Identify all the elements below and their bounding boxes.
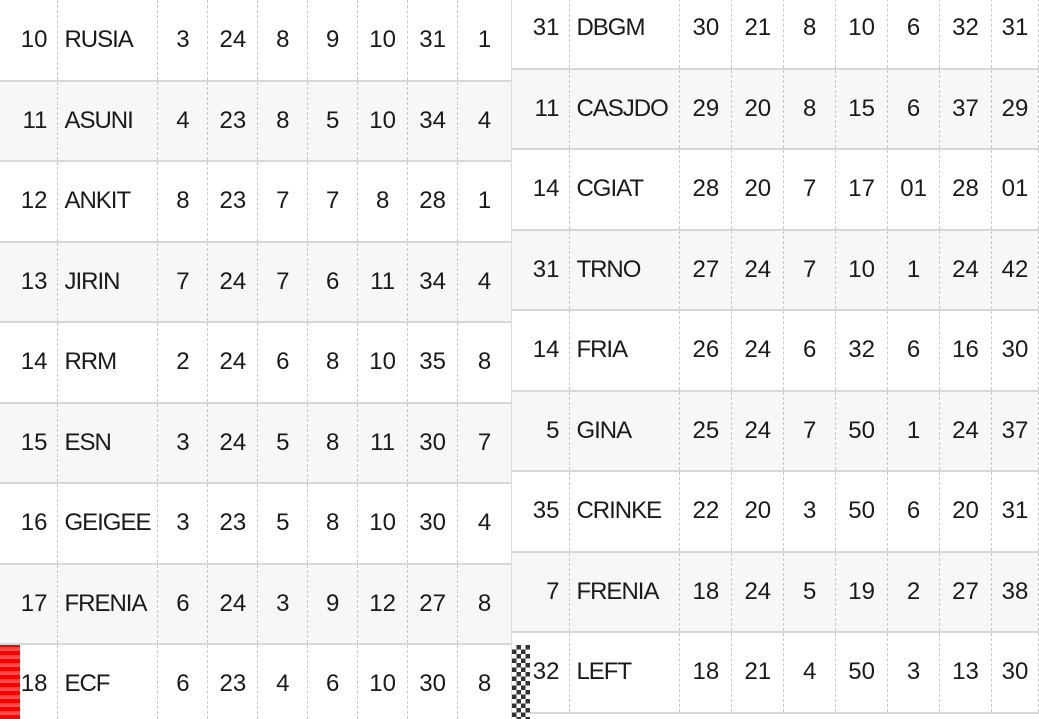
stat-cell: 38 — [992, 552, 1039, 633]
stat-cell: 6 — [888, 69, 940, 150]
stat-cell: 6 — [888, 0, 940, 69]
stat-cell: 1 — [888, 230, 940, 311]
rank-cell: 16 — [0, 483, 58, 564]
stat-cell: 10 — [836, 0, 888, 69]
stat-cell: 6 — [158, 644, 208, 719]
stat-cell: 27 — [680, 230, 732, 311]
rank-cell: 14 — [0, 322, 58, 403]
stat-cell: 20 — [940, 471, 992, 552]
stat-cell: 2 — [158, 322, 208, 403]
stat-cell: 28 — [408, 161, 458, 242]
rank-cell: 32 — [512, 632, 570, 713]
stat-cell: 20 — [732, 471, 784, 552]
rank-cell: 12 — [0, 161, 58, 242]
stat-cell: 8 — [158, 161, 208, 242]
stat-cell: 20 — [732, 149, 784, 230]
rank-cell: 7 — [512, 552, 570, 633]
stat-cell: 35 — [408, 322, 458, 403]
stat-cell: 10 — [358, 644, 408, 719]
stat-cell: 6 — [784, 310, 836, 391]
stat-cell: 9 — [308, 0, 358, 81]
stat-cell: 30 — [680, 0, 732, 69]
stat-cell: 1 — [458, 0, 512, 81]
stat-cell: 27 — [408, 564, 458, 645]
stat-cell: 6 — [888, 471, 940, 552]
stat-cell: 8 — [308, 403, 358, 484]
stat-cell: 30 — [408, 403, 458, 484]
stat-cell: 29 — [992, 69, 1039, 150]
stat-cell: 24 — [208, 0, 258, 81]
stat-cell: 11 — [358, 403, 408, 484]
team-name-cell: ANKIT — [58, 161, 158, 242]
stat-cell: 24 — [208, 242, 258, 323]
stat-cell: 8 — [458, 322, 512, 403]
stat-cell: 32 — [836, 310, 888, 391]
table-row — [512, 310, 1039, 391]
rank-cell: 31 — [512, 0, 570, 69]
red-striped-marker — [0, 645, 20, 719]
stat-cell: 13 — [940, 632, 992, 713]
team-name-cell: CASJDO — [570, 69, 680, 150]
stat-cell: 29 — [680, 69, 732, 150]
table-row — [0, 242, 512, 323]
rank-cell: 11 — [512, 69, 570, 150]
team-name-cell: DBGM — [570, 0, 680, 69]
rank-cell: 31 — [512, 230, 570, 311]
stat-cell: 23 — [208, 161, 258, 242]
stat-cell: 10 — [358, 81, 408, 162]
stat-cell: 7 — [158, 242, 208, 323]
stat-cell: 30 — [992, 310, 1039, 391]
right-standings-panel — [512, 0, 1039, 719]
stat-cell: 42 — [992, 230, 1039, 311]
stat-cell: 24 — [732, 310, 784, 391]
stat-cell: 34 — [408, 242, 458, 323]
stat-cell: 10 — [836, 230, 888, 311]
stat-cell: 22 — [680, 471, 732, 552]
table-row — [512, 391, 1039, 472]
stat-cell: 3 — [258, 564, 308, 645]
table-row — [512, 149, 1039, 230]
stat-cell: 8 — [258, 81, 308, 162]
stat-cell: 50 — [836, 632, 888, 713]
table-row — [512, 632, 1039, 713]
stat-cell: 4 — [458, 242, 512, 323]
stat-cell: 21 — [732, 632, 784, 713]
table-row — [512, 0, 1039, 69]
stat-cell: 28 — [940, 149, 992, 230]
stat-cell: 3 — [888, 632, 940, 713]
stat-cell: 8 — [258, 0, 308, 81]
team-name-cell: LEFT — [570, 632, 680, 713]
stat-cell: 7 — [308, 161, 358, 242]
rank-cell: 13 — [0, 242, 58, 323]
team-name-cell: RUSIA — [58, 0, 158, 81]
stat-cell: 28 — [680, 149, 732, 230]
stat-cell: 31 — [992, 0, 1039, 69]
stat-cell: 5 — [258, 403, 308, 484]
table-row — [512, 552, 1039, 633]
stat-cell: 7 — [458, 403, 512, 484]
stat-cell: 20 — [732, 69, 784, 150]
stat-cell: 3 — [158, 403, 208, 484]
stat-cell: 5 — [784, 552, 836, 633]
stat-cell: 7 — [784, 391, 836, 472]
stat-cell: 8 — [784, 0, 836, 69]
table-row — [0, 81, 512, 162]
stat-cell: 26 — [680, 310, 732, 391]
rank-cell: 17 — [0, 564, 58, 645]
stat-cell: 4 — [258, 644, 308, 719]
stat-cell: 18 — [680, 632, 732, 713]
team-name-cell: CGIAT — [570, 149, 680, 230]
stat-cell: 23 — [208, 81, 258, 162]
team-name-cell: ECF — [58, 644, 158, 719]
stat-cell: 25 — [680, 391, 732, 472]
stat-cell: 24 — [732, 230, 784, 311]
stat-cell: 37 — [992, 391, 1039, 472]
rank-cell: 14 — [512, 149, 570, 230]
rank-cell: 10 — [0, 0, 58, 81]
stat-cell: 4 — [784, 632, 836, 713]
stat-cell: 7 — [258, 161, 308, 242]
stat-cell: 23 — [208, 644, 258, 719]
stat-cell: 16 — [940, 310, 992, 391]
rank-cell: 5 — [512, 391, 570, 472]
stat-cell: 21 — [732, 0, 784, 69]
stat-cell: 8 — [358, 161, 408, 242]
stat-cell: 8 — [308, 322, 358, 403]
stat-cell: 10 — [358, 483, 408, 564]
stat-cell: 24 — [208, 403, 258, 484]
stat-cell: 01 — [992, 149, 1039, 230]
stat-cell: 3 — [784, 471, 836, 552]
team-name-cell: ESN — [58, 403, 158, 484]
stat-cell: 24 — [732, 552, 784, 633]
stat-cell: 10 — [358, 0, 408, 81]
stat-cell: 17 — [836, 149, 888, 230]
stat-cell: 12 — [358, 564, 408, 645]
stat-cell: 18 — [680, 552, 732, 633]
stat-cell: 1 — [888, 391, 940, 472]
stat-cell: 3 — [158, 483, 208, 564]
stat-cell: 6 — [258, 322, 308, 403]
rank-cell: 18 — [0, 644, 58, 719]
left-standings-table — [0, 0, 512, 719]
stat-cell: 5 — [258, 483, 308, 564]
stat-cell: 19 — [836, 552, 888, 633]
table-row — [0, 161, 512, 242]
stat-cell: 8 — [458, 564, 512, 645]
table-row — [0, 483, 512, 564]
right-standings-table — [512, 0, 1039, 714]
stat-cell: 8 — [308, 483, 358, 564]
stat-cell: 24 — [732, 391, 784, 472]
stat-cell: 1 — [458, 161, 512, 242]
team-name-cell: FRIA — [570, 310, 680, 391]
stat-cell: 30 — [992, 632, 1039, 713]
table-row — [0, 322, 512, 403]
stat-cell: 01 — [888, 149, 940, 230]
stat-cell: 31 — [408, 0, 458, 81]
stat-cell: 7 — [784, 149, 836, 230]
stat-cell: 6 — [158, 564, 208, 645]
stat-cell: 2 — [888, 552, 940, 633]
team-name-cell: TRNO — [570, 230, 680, 311]
stat-cell: 6 — [308, 242, 358, 323]
stat-cell: 24 — [208, 564, 258, 645]
stat-cell: 4 — [458, 483, 512, 564]
rank-cell: 14 — [512, 310, 570, 391]
stat-cell: 37 — [940, 69, 992, 150]
team-name-cell: RRM — [58, 322, 158, 403]
stat-cell: 32 — [940, 0, 992, 69]
checkered-marker — [512, 645, 530, 719]
team-name-cell: ASUNI — [58, 81, 158, 162]
stat-cell: 27 — [940, 552, 992, 633]
team-name-cell: FRENIA — [570, 552, 680, 633]
table-row — [512, 471, 1039, 552]
team-name-cell: FRENIA — [58, 564, 158, 645]
table-row — [512, 69, 1039, 150]
stat-cell: 11 — [358, 242, 408, 323]
stat-cell: 4 — [158, 81, 208, 162]
table-row — [0, 403, 512, 484]
stat-cell: 24 — [208, 322, 258, 403]
stat-cell: 9 — [308, 564, 358, 645]
table-row — [512, 230, 1039, 311]
left-standings-panel — [0, 0, 512, 719]
stat-cell: 50 — [836, 471, 888, 552]
rank-cell: 11 — [0, 81, 58, 162]
stat-cell: 4 — [458, 81, 512, 162]
stat-cell: 30 — [408, 483, 458, 564]
stat-cell: 50 — [836, 391, 888, 472]
stat-cell: 24 — [940, 391, 992, 472]
stat-cell: 8 — [458, 644, 512, 719]
table-row — [0, 0, 512, 81]
stat-cell: 8 — [784, 69, 836, 150]
stat-cell: 7 — [258, 242, 308, 323]
team-name-cell: GEIGEE — [58, 483, 158, 564]
stat-cell: 23 — [208, 483, 258, 564]
rank-cell: 35 — [512, 471, 570, 552]
stat-cell: 34 — [408, 81, 458, 162]
stat-cell: 7 — [784, 230, 836, 311]
team-name-cell: GINA — [570, 391, 680, 472]
team-name-cell: CRINKE — [570, 471, 680, 552]
stat-cell: 6 — [308, 644, 358, 719]
stat-cell: 24 — [940, 230, 992, 311]
stat-cell: 30 — [408, 644, 458, 719]
stat-cell: 15 — [836, 69, 888, 150]
stat-cell: 31 — [992, 471, 1039, 552]
stat-cell: 6 — [888, 310, 940, 391]
table-row — [0, 564, 512, 645]
stat-cell: 3 — [158, 0, 208, 81]
team-name-cell: JIRIN — [58, 242, 158, 323]
rank-cell: 15 — [0, 403, 58, 484]
stat-cell: 5 — [308, 81, 358, 162]
stat-cell: 10 — [358, 322, 408, 403]
table-row — [0, 644, 512, 719]
